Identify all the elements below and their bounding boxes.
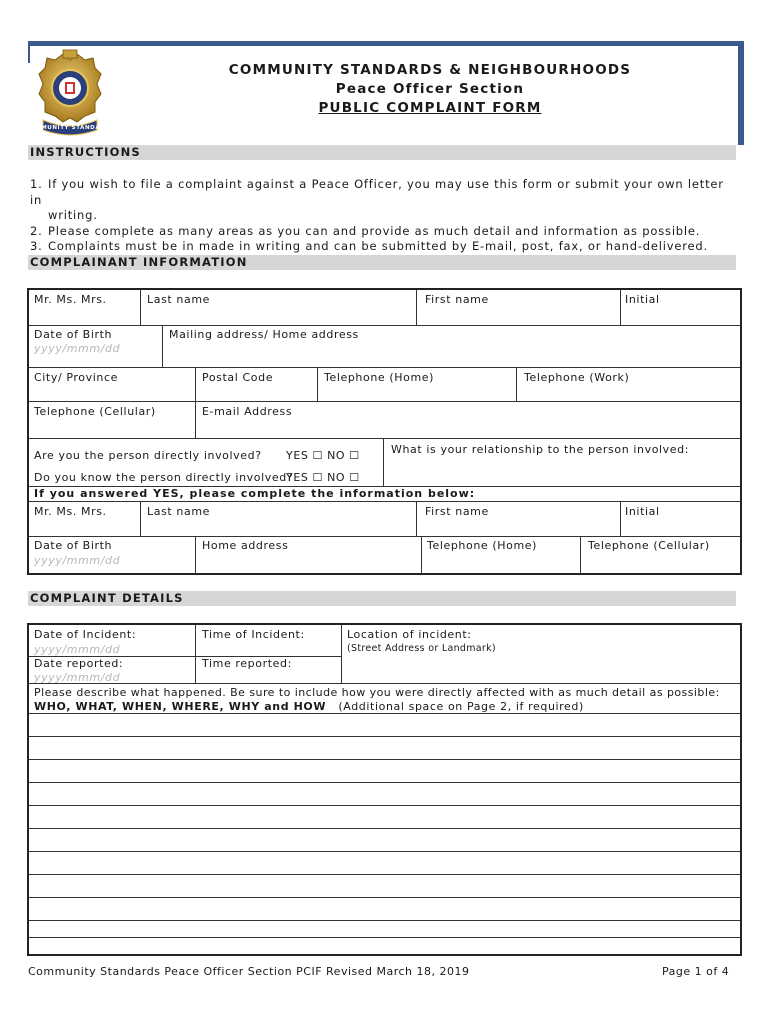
complainant-grid (27, 288, 742, 575)
footer-revision: Community Standards Peace Officer Section PCIF Revised March 18, 2019 (28, 965, 470, 978)
person-first-name-field[interactable]: First name (425, 505, 489, 518)
page-number: Page 1 of 4 (662, 965, 730, 978)
city-province-field[interactable]: City/ Province (34, 371, 118, 384)
instructions-list (30, 177, 730, 255)
header-title-line1: COMMUNITY STANDARDS & NEIGHBOURHOODS (228, 62, 632, 78)
first-name-field[interactable]: First name (425, 293, 489, 306)
form-title: PUBLIC COMPLAINT FORM (318, 100, 542, 116)
location-hint: (Street Address or Landmark) (347, 643, 496, 654)
instruction-item-1-cont: writing. (48, 208, 98, 222)
dob-field[interactable]: Date of Birth (34, 328, 113, 341)
date-of-incident-field[interactable]: Date of Incident: (34, 628, 137, 641)
person-initial-field[interactable]: Initial (625, 505, 660, 518)
last-name-field[interactable]: Last name (147, 293, 211, 306)
relationship-field[interactable]: What is your relationship to the person involved: (391, 443, 690, 456)
title-field[interactable]: Mr. Ms. Mrs. (34, 293, 107, 306)
if-yes-instruction: If you answered YES, please complete the information below: (34, 487, 476, 500)
time-of-incident-field[interactable]: Time of Incident: (202, 628, 305, 641)
complaint-description-textarea[interactable] (29, 713, 740, 952)
date-reported-field[interactable]: Date reported: (34, 657, 124, 670)
telephone-home-field[interactable]: Telephone (Home) (324, 371, 435, 384)
yes-no-checkbox-know-person[interactable]: YES ☐ NO ☐ (286, 471, 360, 484)
location-of-incident-field[interactable]: Location of incident: (347, 628, 472, 641)
date-reported-placeholder: yyyy/mmm/dd (34, 671, 121, 684)
crest-text: COMMUNITY STANDARDS (25, 125, 115, 131)
time-reported-field[interactable]: Time reported: (202, 657, 292, 670)
telephone-cell-field[interactable]: Telephone (Cellular) (34, 405, 156, 418)
person-dob-placeholder: yyyy/mmm/dd (34, 554, 121, 567)
mailing-address-field[interactable]: Mailing address/ Home address (169, 328, 359, 341)
person-telephone-home-field[interactable]: Telephone (Home) (427, 539, 538, 552)
instruction-item-3: 3. Complaints must be in made in writing and can be submitted by E-mail, post, fax, or hand-delivered. (30, 239, 708, 253)
header-border-left (28, 41, 30, 63)
instruction-item-2: 2. Please complete as many areas as you can and provide as much detail and information as possible. (30, 223, 701, 238)
postal-code-field[interactable]: Postal Code (202, 371, 274, 384)
person-home-address-field[interactable]: Home address (202, 539, 289, 552)
person-telephone-cell-field[interactable]: Telephone (Cellular) (588, 539, 710, 552)
describe-detail: WHO, WHAT, WHEN, WHERE, WHY and HOW (Additional space on Page 2, if required) (34, 700, 584, 713)
instructions-heading: INSTRUCTIONS (28, 145, 736, 160)
person-title-field[interactable]: Mr. Ms. Mrs. (34, 505, 107, 518)
instruction-item-1: 1. If you wish to file a complaint against a Peace Officer, you may use this form or submit your own letter in (30, 177, 724, 207)
question-directly-involved: Are you the person directly involved? (34, 449, 262, 462)
crest-logo (25, 50, 115, 142)
initial-field[interactable]: Initial (625, 293, 660, 306)
header-title-line2: Peace Officer Section (335, 81, 525, 97)
complainant-heading: COMPLAINANT INFORMATION (28, 255, 736, 270)
yes-no-checkbox-directly-involved[interactable]: YES ☐ NO ☐ (286, 449, 360, 462)
person-last-name-field[interactable]: Last name (147, 505, 211, 518)
complaint-details-grid (27, 623, 742, 956)
date-of-incident-placeholder: yyyy/mmm/dd (34, 643, 121, 656)
header-border-top (28, 41, 744, 46)
complaint-details-heading: COMPLAINT DETAILS (28, 591, 736, 606)
dob-placeholder: yyyy/mmm/dd (34, 342, 121, 355)
telephone-work-field[interactable]: Telephone (Work) (524, 371, 630, 384)
person-dob-field[interactable]: Date of Birth (34, 539, 113, 552)
question-know-person: Do you know the person directly involved? (34, 471, 294, 484)
email-field[interactable]: E-mail Address (202, 405, 293, 418)
describe-instruction: Please describe what happened. Be sure to include how you were directly affected with as much detail as possible: (34, 686, 720, 699)
